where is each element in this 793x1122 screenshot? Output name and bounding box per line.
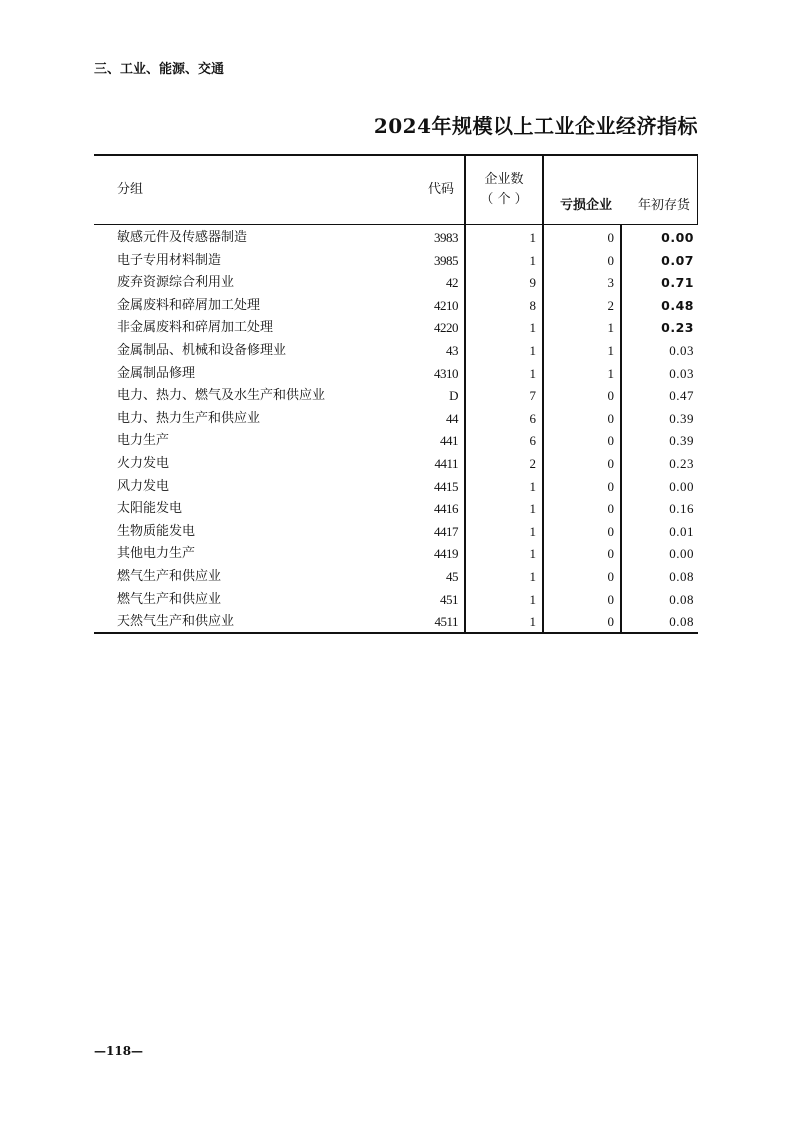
row-name: 火力发电 (117, 456, 170, 471)
row-code: 451 (440, 591, 458, 607)
row-count: 8 (529, 297, 536, 313)
row-name: 其他电力生产 (117, 546, 196, 562)
header-group: 分组 (117, 182, 144, 197)
header-code: 代码 (428, 182, 455, 197)
page-number: —118— (94, 1044, 144, 1058)
row-inventory: 0.47 (669, 388, 694, 404)
row-name: 电力、热力生产和供应业 (117, 410, 261, 426)
row-loss: 0 (607, 546, 614, 562)
row-name: 电子专用材料制造 (117, 252, 222, 268)
header-count (466, 170, 542, 210)
table-row (94, 430, 698, 452)
row-name: 燃气生产和供应业 (117, 591, 222, 607)
row-code: 43 (446, 343, 458, 358)
row-name: 敏感元件及传感器制造 (117, 230, 248, 245)
row-code: 3983 (434, 230, 458, 245)
row-inventory: 0.08 (669, 614, 694, 630)
row-count: 9 (529, 275, 536, 291)
row-inventory: 0.01 (669, 523, 694, 539)
header-loss: 亏损企业 (560, 198, 613, 213)
row-count: 6 (529, 410, 536, 426)
row-loss: 0 (607, 523, 614, 539)
table-top-rule (94, 154, 698, 156)
row-code: 4416 (434, 501, 458, 517)
row-inventory: 0.39 (669, 433, 694, 449)
row-code: 441 (440, 433, 458, 449)
row-loss: 2 (607, 297, 614, 313)
row-count: 1 (529, 546, 536, 562)
row-code: 44 (446, 410, 458, 426)
row-code: 42 (446, 275, 458, 291)
row-count: 1 (529, 523, 536, 539)
table-row (94, 566, 698, 588)
row-count: 2 (529, 456, 536, 471)
row-code: 3985 (434, 252, 458, 268)
row-name: 天然气生产和供应业 (117, 614, 235, 630)
section-header: 三、工业、能源、交通 (94, 62, 225, 77)
row-count: 6 (529, 433, 536, 449)
row-code: 4411 (434, 456, 458, 471)
row-name: 风力发电 (117, 478, 170, 494)
table-row (94, 340, 698, 362)
table-row (94, 272, 698, 294)
row-count: 1 (529, 614, 536, 630)
row-inventory: 0.48 (661, 297, 694, 313)
row-inventory: 0.00 (669, 546, 694, 562)
row-loss: 0 (607, 252, 614, 268)
row-count: 1 (529, 320, 536, 336)
column-divider (697, 154, 698, 224)
row-count: 1 (529, 365, 536, 381)
row-count: 1 (529, 252, 536, 268)
table-row (94, 250, 698, 272)
table-row (94, 453, 698, 475)
row-loss: 0 (607, 501, 614, 517)
table-row (94, 227, 698, 249)
row-loss: 0 (607, 614, 614, 630)
row-loss: 0 (607, 433, 614, 449)
row-name: 非金属废料和碎屑加工处理 (117, 320, 274, 336)
row-name: 电力生产 (117, 433, 170, 449)
row-code: 4419 (434, 546, 458, 562)
header-rule (94, 224, 698, 225)
row-inventory: 0.03 (669, 365, 694, 381)
table-row (94, 295, 698, 317)
row-inventory: 0.39 (669, 410, 694, 426)
row-count: 1 (529, 478, 536, 494)
table-row (94, 543, 698, 565)
table-row (94, 498, 698, 520)
row-loss: 0 (607, 478, 614, 494)
row-name: 金属制品修理 (117, 365, 196, 381)
table-row (94, 408, 698, 430)
row-name: 生物质能发电 (117, 523, 196, 539)
row-inventory: 0.71 (661, 275, 694, 291)
row-inventory: 0.00 (661, 230, 694, 245)
row-loss: 0 (607, 230, 614, 245)
row-loss: 1 (607, 343, 614, 358)
row-inventory: 0.08 (669, 591, 694, 607)
row-code: 4310 (434, 365, 458, 381)
row-inventory: 0.16 (669, 501, 694, 517)
row-code: 4220 (434, 320, 458, 336)
row-code: 4417 (434, 523, 458, 539)
row-loss: 3 (607, 275, 614, 291)
row-count: 1 (529, 569, 536, 584)
data-table (94, 154, 698, 634)
row-count: 1 (529, 343, 536, 358)
header-count-line1: 企业数 (484, 172, 524, 187)
row-inventory: 0.00 (669, 478, 694, 494)
row-loss: 1 (607, 320, 614, 336)
row-code: 4511 (434, 614, 458, 630)
table-row (94, 521, 698, 543)
table-row (94, 476, 698, 498)
row-count: 1 (529, 230, 536, 245)
row-code: 45 (446, 569, 458, 584)
row-name: 燃气生产和供应业 (117, 569, 222, 584)
row-count: 1 (529, 591, 536, 607)
row-name: 电力、热力、燃气及水生产和供应业 (117, 388, 326, 404)
row-inventory: 0.23 (661, 320, 694, 336)
row-inventory: 0.08 (669, 569, 694, 584)
row-inventory: 0.03 (669, 343, 694, 358)
table-row (94, 385, 698, 407)
row-inventory: 0.23 (669, 456, 694, 471)
row-name: 废弃资源综合利用业 (117, 275, 235, 291)
row-code: D (449, 388, 458, 404)
page-title: 2024年规模以上工业企业经济指标 (373, 114, 698, 138)
row-code: 4415 (434, 478, 458, 494)
row-loss: 1 (607, 365, 614, 381)
row-code: 4210 (434, 297, 458, 313)
header-count-line2: （ 个 ） (480, 192, 528, 207)
row-name: 金属废料和碎屑加工处理 (117, 297, 261, 313)
row-loss: 0 (607, 569, 614, 584)
row-name: 太阳能发电 (117, 501, 183, 517)
table-row (94, 589, 698, 611)
row-name: 金属制品、机械和设备修理业 (117, 343, 287, 358)
row-count: 1 (529, 501, 536, 517)
row-loss: 0 (607, 591, 614, 607)
row-loss: 0 (607, 388, 614, 404)
row-count: 7 (529, 388, 536, 404)
table-row (94, 363, 698, 385)
row-loss: 0 (607, 456, 614, 471)
table-row (94, 317, 698, 339)
row-loss: 0 (607, 410, 614, 426)
header-inventory: 年初存货 (638, 198, 691, 213)
row-inventory: 0.07 (661, 252, 694, 268)
table-row (94, 611, 698, 633)
